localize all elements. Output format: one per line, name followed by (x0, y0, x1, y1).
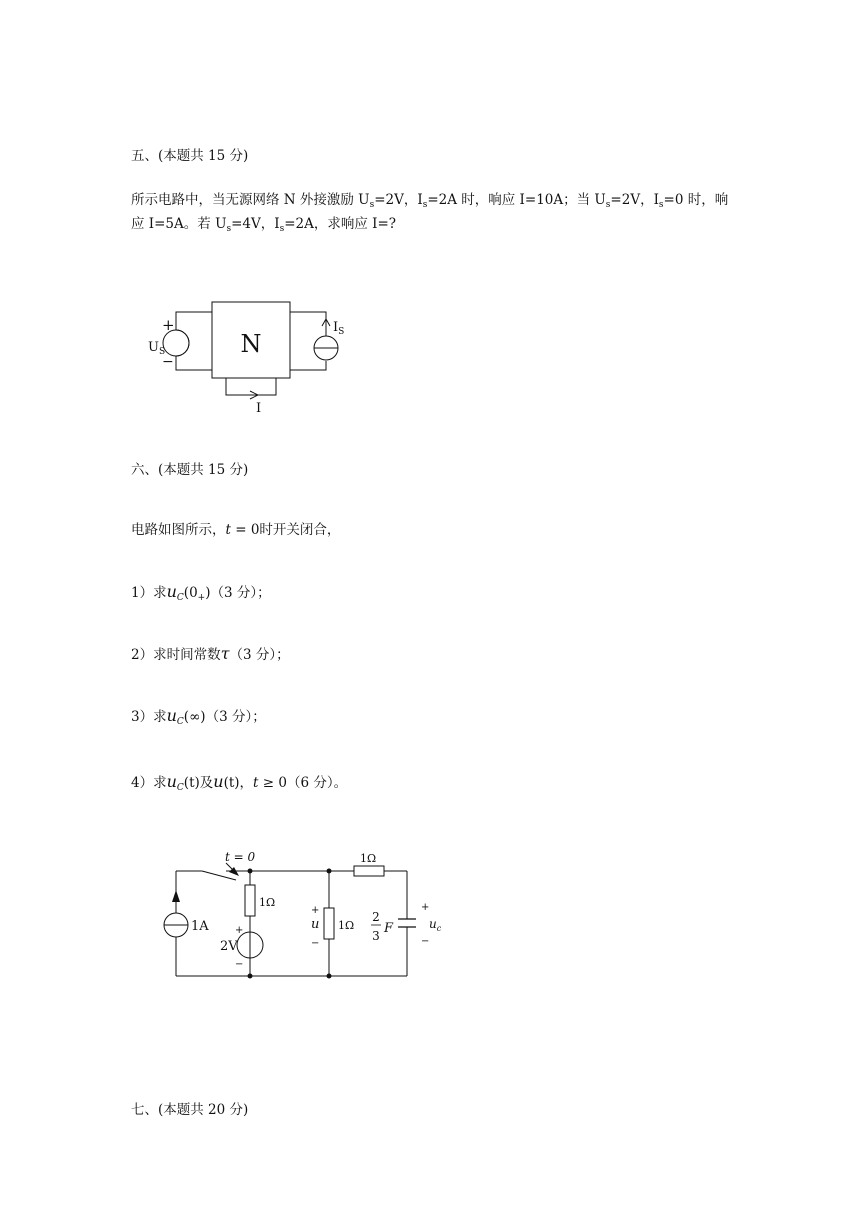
r2-label: 1Ω (338, 919, 355, 932)
cap-unit: F (384, 921, 394, 936)
r1-label: 1Ω (259, 896, 276, 909)
us-minus: − (162, 354, 174, 370)
uc-plus: + (421, 902, 430, 913)
us-label: $U_S$ (148, 340, 166, 357)
q6-item-2: 2）求时间常数τ（3 分）； (131, 644, 290, 663)
q6-intro: 电路如图所示，t = 0时开关闭合， (131, 522, 341, 538)
resistor-r3 (354, 866, 384, 876)
u-minus: − (311, 938, 320, 949)
u-plus: + (311, 905, 320, 916)
q5-text-line2: 应 I=5A。若 $U_s=4V$，$I_s=2A$，求响应 I=? (131, 216, 397, 234)
v-plus: + (235, 925, 244, 936)
source-current-label: 1A (191, 919, 209, 934)
us-plus: + (162, 316, 175, 334)
cap-denominator: 3 (372, 929, 380, 943)
cap-numerator: 2 (372, 910, 380, 924)
switch-label: t = 0 (225, 850, 256, 864)
resistor-r1 (245, 885, 255, 916)
u-label: u (311, 917, 320, 932)
is-label: $I_S$ (333, 320, 345, 337)
v-minus: − (235, 959, 244, 970)
q6-item-4: 4）求$u_C(t)$及u(t)，t ≥ 0（6 分）。 (131, 772, 348, 793)
q7-heading: 七、(本题共 20 分) (131, 1102, 249, 1118)
q5-heading: 五、(本题共 15 分) (131, 148, 249, 164)
current-label: I (256, 401, 262, 416)
r3-label: 1Ω (360, 852, 377, 865)
resistor-r2 (324, 908, 334, 939)
uc-label: $u_c$ (429, 917, 442, 933)
q6-heading: 六、(本题共 15 分) (131, 462, 249, 478)
source-arrow-icon (172, 890, 180, 902)
q5-text-line1: 所示电路中，当无源网络 N 外接激励 $U_s=2V$，$I_s=2A$ 时，响应 I=10A；当 $U_s=2V$，$I_s=0$ 时，响 (131, 192, 729, 210)
source-voltage-label: 2V (220, 939, 238, 954)
uc-minus: − (421, 936, 430, 947)
q6-item-3: 3）求$u_C(\infty)(3$ 分）； (131, 706, 266, 727)
q6-item-1: 1）求$u_C(0_+)(3$ 分）； (131, 582, 271, 603)
network-label: N (240, 330, 262, 358)
